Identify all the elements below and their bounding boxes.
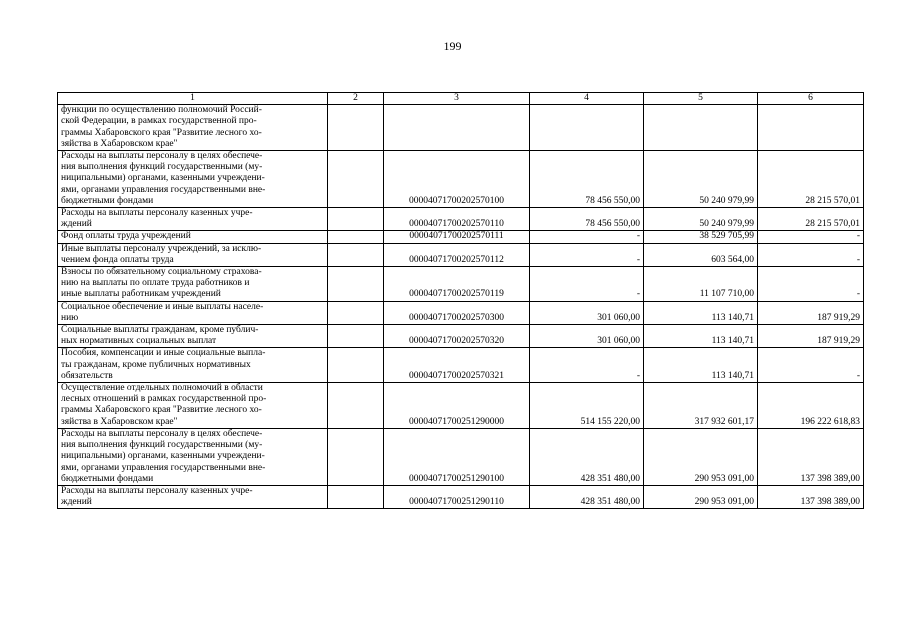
description-line: ждений <box>61 497 92 508</box>
col6-amount: 137 398 389,00 <box>758 485 864 508</box>
description-line: нию <box>61 312 79 323</box>
col5-amount: 38 529 705,99 <box>644 231 758 243</box>
column-header: 3 <box>384 93 530 105</box>
col5-amount: 603 564,00 <box>644 243 758 266</box>
col6-amount: 28 215 570,01 <box>758 151 864 208</box>
row-description <box>58 325 328 348</box>
budget-code: 00004071700202570111 <box>384 231 530 243</box>
budget-code: 00004071700202570100 <box>384 151 530 208</box>
column-header: 2 <box>328 93 384 105</box>
budget-code: 00004071700251290100 <box>384 428 530 485</box>
budget-code: 00004071700251290110 <box>384 485 530 508</box>
col2-cell <box>328 105 384 151</box>
col2-cell <box>328 243 384 266</box>
column-header: 5 <box>644 93 758 105</box>
budget-code: 00004071700202570320 <box>384 325 530 348</box>
page-number: 199 <box>443 39 462 53</box>
description-line: Расходы на выплаты персоналу в целях обеспече- <box>61 428 263 439</box>
col4-amount: 428 351 480,00 <box>530 485 644 508</box>
col2-cell <box>328 485 384 508</box>
col4-amount: 301 060,00 <box>530 325 644 348</box>
description-line: Расходы на выплаты персоналу в целях обеспече- <box>61 151 263 162</box>
col4-amount <box>530 105 644 151</box>
description-line: Расходы на выплаты персоналу казенных учре- <box>61 208 253 219</box>
description-line: Иные выплаты персоналу учреждений, за исклю- <box>61 243 262 254</box>
column-header: 1 <box>58 93 328 105</box>
description-line: граммы Хабаровского края "Развитие лесного хо- <box>61 405 262 416</box>
col4-amount: 428 351 480,00 <box>530 428 644 485</box>
description-line: обязательств <box>61 370 113 381</box>
col2-cell <box>328 151 384 208</box>
description-line: зяйства в Хабаровском крае" <box>61 416 178 427</box>
description-line: бюджетными фондами <box>61 195 154 206</box>
table-row <box>58 348 864 383</box>
col2-cell <box>328 325 384 348</box>
budget-code: 00004071700251290000 <box>384 383 530 429</box>
budget-code: 00004071700202570110 <box>384 208 530 231</box>
col4-amount: 301 060,00 <box>530 301 644 324</box>
col6-amount: 187 919,29 <box>758 325 864 348</box>
description-line: бюджетными фондами <box>61 473 154 484</box>
col6-amount: 187 919,29 <box>758 301 864 324</box>
table-row <box>58 243 864 266</box>
col4-amount: 78 456 550,00 <box>530 151 644 208</box>
col5-amount: 11 107 710,00 <box>644 267 758 302</box>
row-description <box>58 208 328 231</box>
col6-amount <box>758 105 864 151</box>
table-row <box>58 383 864 429</box>
table-row <box>58 428 864 485</box>
col5-amount: 50 240 979,99 <box>644 208 758 231</box>
table-row <box>58 151 864 208</box>
description-line: чением фонда оплаты труда <box>61 254 174 265</box>
description-line: Социальное обеспечение и иные выплаты населе- <box>61 301 264 312</box>
col2-cell <box>328 208 384 231</box>
column-header: 4 <box>530 93 644 105</box>
description-line: зяйства в Хабаровском крае" <box>61 138 178 149</box>
col2-cell <box>328 231 384 243</box>
description-line: Взносы по обязательному социальному страхова- <box>61 267 262 278</box>
col4-amount: - <box>530 231 644 243</box>
description-line: ния выполнения функций государственными (му- <box>61 440 263 451</box>
column-number-row <box>58 93 864 105</box>
col4-amount: 514 155 220,00 <box>530 383 644 429</box>
col6-amount: - <box>758 348 864 383</box>
description-line: Осуществление отдельных полномочий в области <box>61 383 263 394</box>
col5-amount: 317 932 601,17 <box>644 383 758 429</box>
row-description <box>58 151 328 208</box>
col5-amount: 290 953 091,00 <box>644 428 758 485</box>
col5-amount: 113 140,71 <box>644 301 758 324</box>
col6-amount: - <box>758 231 864 243</box>
description-line: Фонд оплаты труда учреждений <box>61 231 191 242</box>
column-header: 6 <box>758 93 864 105</box>
row-description <box>58 231 328 243</box>
row-description <box>58 243 328 266</box>
table-row <box>58 485 864 508</box>
description-line: ями, органами управления государственными вне- <box>61 462 266 473</box>
col4-amount: 78 456 550,00 <box>530 208 644 231</box>
row-description <box>58 105 328 151</box>
row-description <box>58 301 328 324</box>
description-line: ты гражданам, кроме публичных нормативных <box>61 359 251 370</box>
budget-code: 00004071700202570300 <box>384 301 530 324</box>
col5-amount: 113 140,71 <box>644 325 758 348</box>
col2-cell <box>328 348 384 383</box>
col4-amount: - <box>530 243 644 266</box>
description-line: нию на выплаты по оплате труда работников и <box>61 278 250 289</box>
description-line: иные выплаты работникам учреждений <box>61 289 221 300</box>
description-line: граммы Хабаровского края "Развитие лесного хо- <box>61 127 262 138</box>
description-line: ния выполнения функций государственными (му- <box>61 162 263 173</box>
table-row <box>58 208 864 231</box>
description-line: ями, органами управления государственными вне- <box>61 184 266 195</box>
budget-table <box>57 92 864 509</box>
description-line: Пособия, компенсации и иные социальные выпла- <box>61 348 266 359</box>
col6-amount: - <box>758 243 864 266</box>
description-line: Социальные выплаты гражданам, кроме публич- <box>61 325 259 336</box>
col4-amount: - <box>530 348 644 383</box>
table-row <box>58 325 864 348</box>
row-description <box>58 267 328 302</box>
row-description <box>58 485 328 508</box>
description-line: ской Федерации, в рамках государственной про- <box>61 116 257 127</box>
description-line: ниципальными) органами, казенными учреждени- <box>61 451 265 462</box>
budget-code <box>384 105 530 151</box>
description-line: ных нормативных социальных выплат <box>61 336 217 347</box>
description-line: ниципальными) органами, казенными учреждени- <box>61 173 265 184</box>
col5-amount: 290 953 091,00 <box>644 485 758 508</box>
budget-code: 00004071700202570119 <box>384 267 530 302</box>
budget-code: 00004071700202570112 <box>384 243 530 266</box>
description-line: лесных отношений в рамках государственной про- <box>61 394 267 405</box>
col4-amount: - <box>530 267 644 302</box>
table-row <box>58 105 864 151</box>
col6-amount: 196 222 618,83 <box>758 383 864 429</box>
row-description <box>58 428 328 485</box>
col2-cell <box>328 301 384 324</box>
col6-amount: 28 215 570,01 <box>758 208 864 231</box>
table-row <box>58 267 864 302</box>
row-description <box>58 348 328 383</box>
description-line: функции по осуществлению полномочий Россий- <box>61 105 262 116</box>
description-line: ждений <box>61 219 92 230</box>
col6-amount: - <box>758 267 864 302</box>
col6-amount: 137 398 389,00 <box>758 428 864 485</box>
col2-cell <box>328 383 384 429</box>
table-body <box>58 105 864 509</box>
col5-amount: 50 240 979,99 <box>644 151 758 208</box>
budget-code: 00004071700202570321 <box>384 348 530 383</box>
col2-cell <box>328 428 384 485</box>
table-row <box>58 231 864 243</box>
description-line: Расходы на выплаты персоналу казенных учре- <box>61 485 253 496</box>
col2-cell <box>328 267 384 302</box>
row-description <box>58 383 328 429</box>
col5-amount <box>644 105 758 151</box>
col5-amount: 113 140,71 <box>644 348 758 383</box>
table-row <box>58 301 864 324</box>
